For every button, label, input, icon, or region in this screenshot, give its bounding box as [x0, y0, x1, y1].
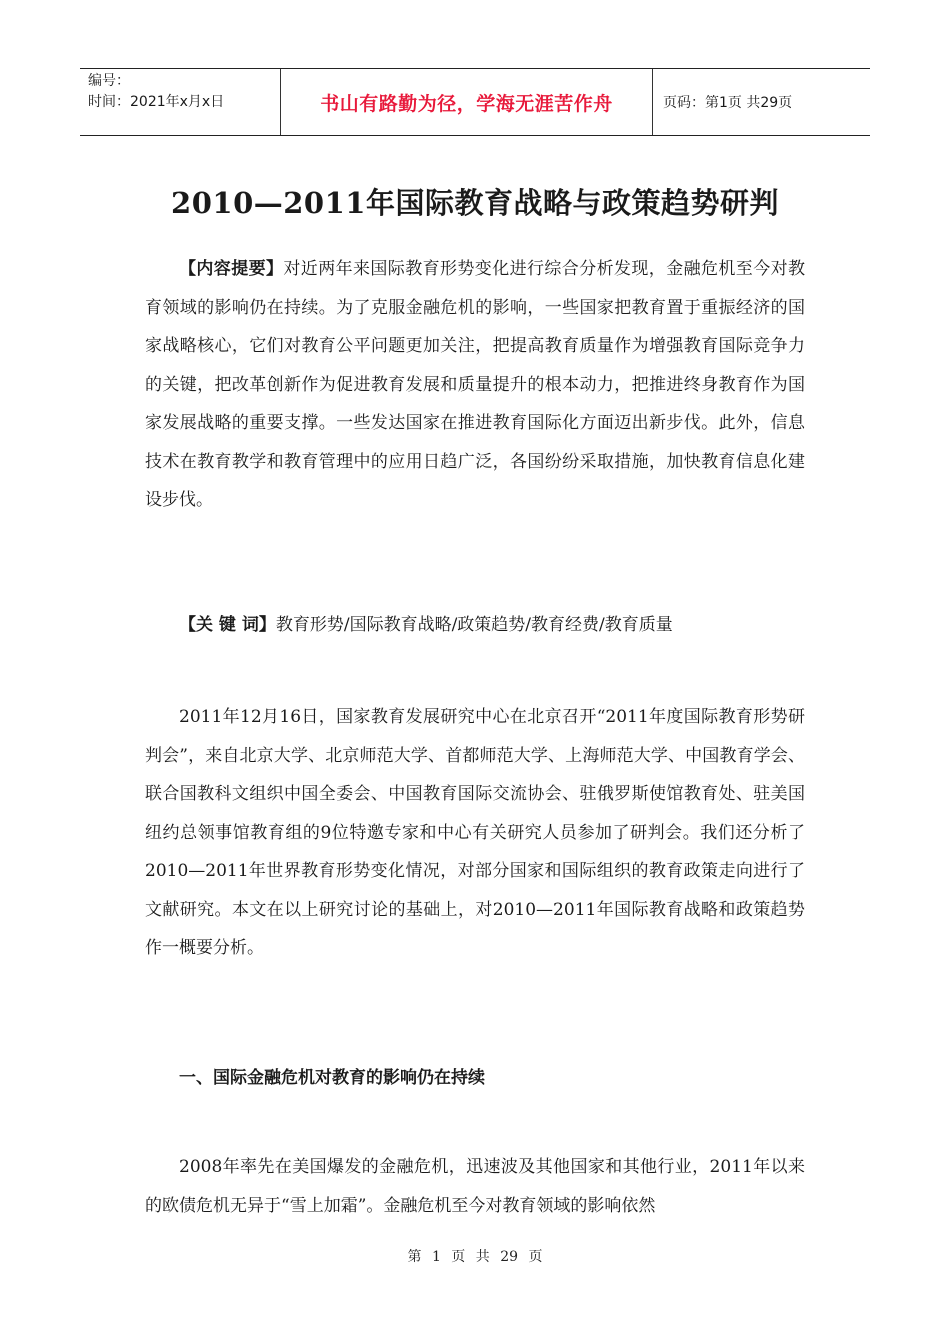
keywords-text: 教育形势/国际教育战略/政策趋势/教育经费/教育质量: [275, 615, 673, 635]
section-heading: 一、国际金融危机对教育的影响仍在持续: [179, 1068, 485, 1088]
header-motto-cell: [281, 69, 653, 135]
document-date-label: 时间：2021年x月x日: [88, 94, 225, 110]
abstract-paragraph: [145, 250, 805, 520]
intro-paragraph: 2011年12月16日，国家教育发展研究中心在北京召开“2011年度国际教育形势研判会”，来自北京大学、北京师范大学、首都师范大学、上海师范大学、中国教育学会、联合国教科文组织中国全委会、中国教育国际交流协会、驻俄罗斯使馆教育处、驻美国纽约总领事馆教育组的9位特邀专家和中心有关研究人员参加了研判会。我们还分析了2010—2011年世界教育形势变化情况，对部分国家和国际组织的教育政策走向进行了文献研究。本文在以上研究讨论的基础上，对2010—2011年国际教育战略和政策趋势作一概要分析。: [145, 707, 805, 958]
document-header: [80, 68, 870, 136]
keywords-paragraph: [145, 606, 805, 645]
abstract-text: 对近两年来国际教育形势变化进行综合分析发现，金融危机至今对教育领域的影响仍在持续。为了克服金融危机的影响，一些国家把教育置于重振经济的国家战略核心，它们对教育公平问题更加关注，把提高教育质量作为增强教育国际竞争力的关键，把改革创新作为促进教育发展和质量提升的根本动力，把推进终身教育作为国家发展战略的重要支撑。一些发达国家在推进教育国际化方面迈出新步伐。此外，信息技术在教育教学和教育管理中的应用日趋广泛，各国纷纷采取措施，加快教育信息化建设步伐。: [145, 259, 806, 510]
abstract-label: 【内容提要】: [179, 259, 284, 279]
header-page-cell: [653, 69, 870, 135]
section-paragraph: 2008年率先在美国爆发的金融危机，迅速波及其他国家和其他行业，2011年以来的欧债危机无异于“雪上加霜”。金融危机至今对教育领域的影响依然: [145, 1157, 805, 1216]
header-meta: [80, 69, 281, 135]
keywords-label: 【关 键 词】: [179, 615, 276, 635]
document-title: 2010—2011年国际教育战略与政策趋势研判: [171, 186, 779, 221]
header-motto: 书山有路勤为径，学海无涯苦作舟: [320, 92, 613, 115]
header-page-label: 页码：第1页 共29页: [663, 95, 793, 111]
page-footer: 第 1 页 共 29 页: [407, 1249, 543, 1265]
document-number-label: 编号：: [88, 73, 130, 89]
